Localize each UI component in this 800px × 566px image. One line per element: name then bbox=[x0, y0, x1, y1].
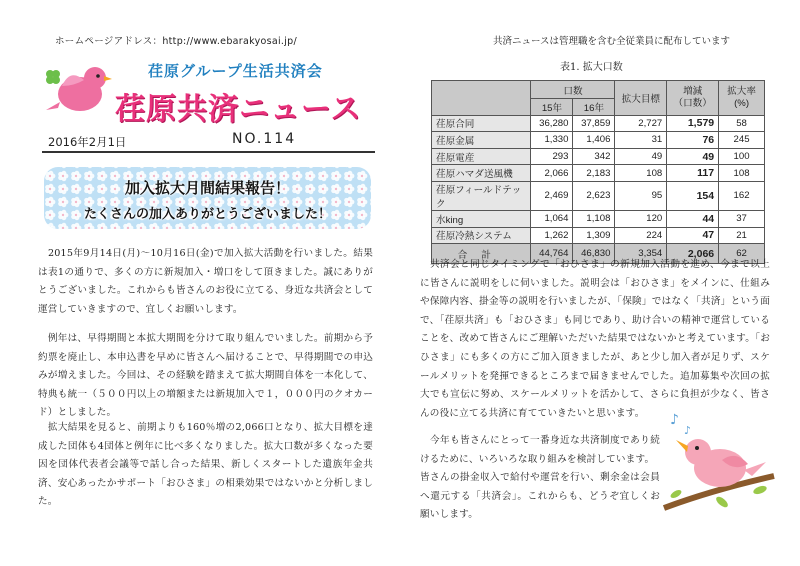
table-row bbox=[432, 165, 765, 182]
units-16-cell: 342 bbox=[573, 148, 615, 165]
left-paragraph-1: 2015年9月14日(月)〜10月16日(金)で加入拡大活動を行いました。結果は表1の通りで、多くの方に新規加入・増口をして頂きました。誠にありがとうございました。これからも皆さんのお役に立てる、身近な共済会として運営していきますので、宜しくお願いします。 bbox=[38, 248, 373, 315]
units-15-cell: 36,280 bbox=[531, 115, 573, 132]
issue-date: 2016年2月1日 bbox=[48, 135, 127, 149]
table-row bbox=[432, 115, 765, 132]
org-subtitle: 荏原グループ生活共済会 bbox=[148, 62, 323, 80]
rate-cell: 245 bbox=[719, 132, 765, 149]
target-cell: 120 bbox=[615, 210, 667, 227]
units-15-cell: 2,066 bbox=[531, 165, 573, 182]
rate-cell: 58 bbox=[719, 115, 765, 132]
rate-cell: 62 bbox=[719, 244, 765, 264]
target-header: 拡大目標 bbox=[615, 81, 667, 116]
units-15-cell: 293 bbox=[531, 148, 573, 165]
rate-header: 拡大率 (%) bbox=[719, 81, 765, 116]
group-name: 荏原金属 bbox=[432, 132, 531, 149]
units-header: 口数 bbox=[531, 81, 615, 99]
group-name: 水king bbox=[432, 210, 531, 227]
change-cell: 49 bbox=[667, 148, 719, 165]
rate-cell: 21 bbox=[719, 227, 765, 244]
svg-text:♪: ♪ bbox=[670, 412, 679, 428]
right-paragraph-1: 共済会と同じタイミングで「おひさま」の新規加入活動を進め、今まで以上に皆さんに説明をしに伺いました。説明会は「おひさま」をメインに、仕組みや保障内容、掛金等の説明を行いましたが、「保険」ではなく「共済」という面で、「荏原共済」も「おひさま」も同じであり、助け合いの精神で運営していることを、改めて皆さんにご理解いただいた結果ではないかと考えています。「おひさま」にも多くの方にご加入頂きましたが、あと少し加入者が足りず、スケールメリットを発揮できるところまで届きませんでした。追加募集や次回の拡大でも宣伝に努め、スケールメリットを活かして、さらに負担が少なく、皆さんの役に立てる共済に育てていきたいと思います。 bbox=[420, 259, 770, 419]
target-cell: 2,727 bbox=[615, 115, 667, 132]
units-16-cell: 1,406 bbox=[573, 132, 615, 149]
table-caption: 表1. 拡大口数 bbox=[560, 62, 623, 73]
change-cell: 2,066 bbox=[667, 244, 719, 264]
change-cell: 47 bbox=[667, 227, 719, 244]
subheadline: たくさんの加入ありがとうございました！ bbox=[83, 207, 331, 222]
change-cell: 117 bbox=[667, 165, 719, 182]
masthead-divider bbox=[42, 151, 375, 153]
group-name: 合計 bbox=[432, 244, 531, 264]
table-row bbox=[432, 210, 765, 227]
target-cell: 224 bbox=[615, 227, 667, 244]
change-header: 増減 （口数） bbox=[667, 81, 719, 116]
units-15-cell: 1,262 bbox=[531, 227, 573, 244]
target-cell: 108 bbox=[615, 165, 667, 182]
group-name: 荏原冷熱システム bbox=[432, 227, 531, 244]
table-row bbox=[432, 227, 765, 244]
left-paragraph-3: 拡大結果を見ると、前期よりも160％増の2,066口となり、拡大目標を達成した団体も4団体と例年に比べ多くなりました。拡大口数が多くなった要因を団体代表者会議等で話し合った結果、新しくスタートした遺族年金共済、安心あったかサポート「おひさま」の相乗効果ではないかと分析しました。 bbox=[38, 422, 373, 508]
rate-cell: 162 bbox=[719, 181, 765, 210]
group-name: 荏原ハマダ送風機 bbox=[432, 165, 531, 182]
units-15-cell: 1,064 bbox=[531, 210, 573, 227]
group-name: 荏原電産 bbox=[432, 148, 531, 165]
units-16-cell: 2,623 bbox=[573, 181, 615, 210]
rate-cell: 108 bbox=[719, 165, 765, 182]
svg-text:♪: ♪ bbox=[684, 424, 692, 437]
right-paragraph-3: 皆さんの掛金収入で給付や運営を行い、剰余金は会員へ還元する「共済会」。これからも、どうぞ宜しくお願いします。 bbox=[420, 472, 660, 521]
left-paragraph-2: 例年は、早得期間と本拡大期間を分けて取り組んでいました。前期から予約票を廃止し、本申込書を早めに皆さんへ届けることで、早得期間での申込みが増えました。今回は、その経験を踏まえて拡大期間自体を一本化して、特典も統一（５００円以上の増額または新規加入で１，０００円のクオカード）としました。 bbox=[38, 333, 373, 419]
year16-header: 16年 bbox=[573, 99, 615, 116]
units-16-cell: 37,859 bbox=[573, 115, 615, 132]
units-16-cell: 1,309 bbox=[573, 227, 615, 244]
target-cell: 31 bbox=[615, 132, 667, 149]
year15-header: 15年 bbox=[531, 99, 573, 116]
issue-number: NO.114 bbox=[232, 131, 297, 147]
units-15-cell: 44,764 bbox=[531, 244, 573, 264]
units-16-cell: 46,830 bbox=[573, 244, 615, 264]
table-row bbox=[432, 148, 765, 165]
right-paragraph-2: 今年も皆さんにとって一番身近な共済制度であり続けるために、いろいろな取り組みを検討しています。 bbox=[420, 435, 660, 465]
distribution-note: 共済ニュースは管理職を含む全従業員に配布しています bbox=[493, 36, 731, 47]
target-cell: 95 bbox=[615, 181, 667, 210]
rate-cell: 37 bbox=[719, 210, 765, 227]
change-cell: 1,579 bbox=[667, 115, 719, 132]
newsletter-title: 荏原共済ニュース bbox=[115, 92, 362, 127]
change-cell: 154 bbox=[667, 181, 719, 210]
change-cell: 76 bbox=[667, 132, 719, 149]
enrollment-table bbox=[431, 80, 765, 264]
target-cell: 49 bbox=[615, 148, 667, 165]
table-row bbox=[432, 181, 765, 210]
units-16-cell: 2,183 bbox=[573, 165, 615, 182]
headline-banner bbox=[44, 167, 371, 229]
units-15-cell: 1,330 bbox=[531, 132, 573, 149]
units-16-cell: 1,108 bbox=[573, 210, 615, 227]
target-cell: 3,354 bbox=[615, 244, 667, 264]
table-row bbox=[432, 132, 765, 149]
change-cell: 44 bbox=[667, 210, 719, 227]
group-name: 荏原フィールドテック bbox=[432, 181, 531, 210]
units-15-cell: 2,469 bbox=[531, 181, 573, 210]
group-name: 荏原合同 bbox=[432, 115, 531, 132]
headline: 加入拡大月間結果報告！ bbox=[124, 179, 290, 197]
rate-cell: 100 bbox=[719, 148, 765, 165]
bird-logo-icon bbox=[40, 58, 112, 120]
homepage-url: ホームページアドレス：http://www.ebarakyosai.jp/ bbox=[55, 36, 298, 47]
singing-bird-illustration bbox=[662, 410, 777, 525]
corner-header bbox=[432, 81, 531, 116]
